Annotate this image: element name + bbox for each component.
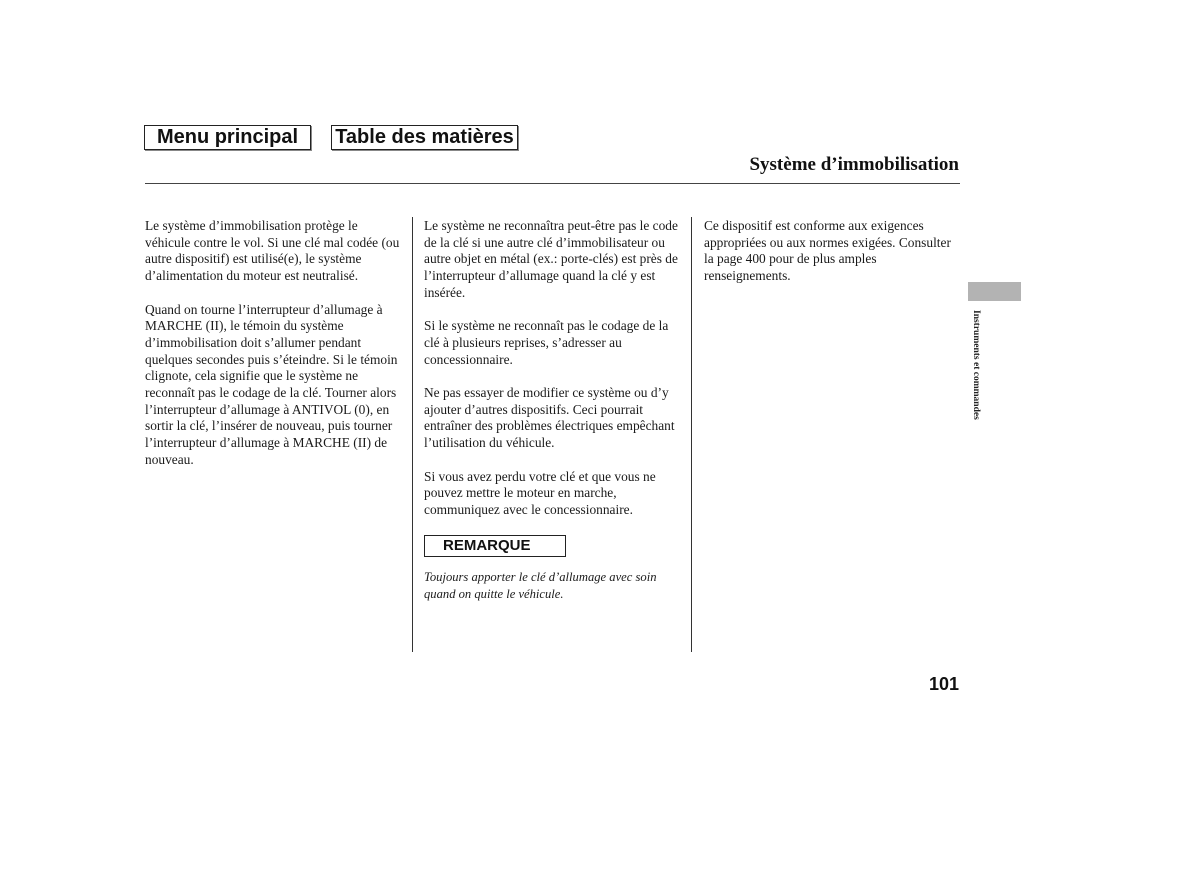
paragraph: Le système d’immobilisation protège le véhicule contre le vol. Si une clé mal codée (ou autre dispositif) est utilisé(e), le système d’alimentation du moteur est neutralisé.	[145, 218, 400, 284]
paragraph: Quand on tourne l’interrupteur d’allumage à MARCHE (II), le témoin du système d’immobilisation doit s’allumer pendant quelques secondes puis s’éteindre. Si le témoin clignote, cela signifie que le système ne reconnaît pas le codage de la clé. Tourner alors l’interrupteur d’allumage à ANTIVOL (0), en sortir la clé, l’insérer de nouveau, puis tourner l’interrupteur d’allumage à MARCHE (II) de nouveau.	[145, 301, 398, 467]
main-menu-button[interactable]: Menu principal	[144, 125, 311, 150]
note-label: REMARQUE	[424, 535, 566, 557]
paragraph: Si le système ne reconnaît pas le codage de la clé à plusieurs reprises, s’adresser au concessionnaire.	[424, 318, 669, 367]
column-divider	[412, 217, 413, 652]
text-column-1	[145, 218, 403, 485]
note-text: Toujours apporter le clé d’allumage avec soin quand on quitte le véhicule.	[424, 570, 657, 601]
text-column-2	[424, 218, 686, 603]
table-of-contents-button[interactable]: Table des matières	[331, 125, 518, 150]
section-tab-marker	[968, 282, 1021, 301]
text-column-3	[704, 218, 954, 302]
column-divider	[691, 217, 692, 652]
header-divider	[145, 183, 960, 184]
paragraph: Ne pas essayer de modifier ce système ou d’y ajouter d’autres dispositifs. Ceci pourrait entraîner des problèmes électriques empêchant l’utilisation du véhicule.	[424, 385, 675, 451]
paragraph: Le système ne reconnaîtra peut-être pas le code de la clé si une autre clé d’immobilisateur ou autre objet en métal (ex.: porte-clés) est près de l’interrupteur d’allumage quand la clé y est insérée.	[424, 218, 678, 300]
page-title: Système d’immobilisation	[749, 154, 959, 175]
paragraph: Si vous avez perdu votre clé et que vous ne pouvez mettre le moteur en marche, communiquez avec le concessionnaire.	[424, 468, 656, 517]
page-number: 101	[928, 674, 959, 694]
paragraph: Ce dispositif est conforme aux exigences appropriées ou aux normes exigées. Consulter la page 400 pour de plus amples renseignements.	[704, 218, 951, 284]
section-side-label: Instruments et commandes	[971, 310, 981, 420]
